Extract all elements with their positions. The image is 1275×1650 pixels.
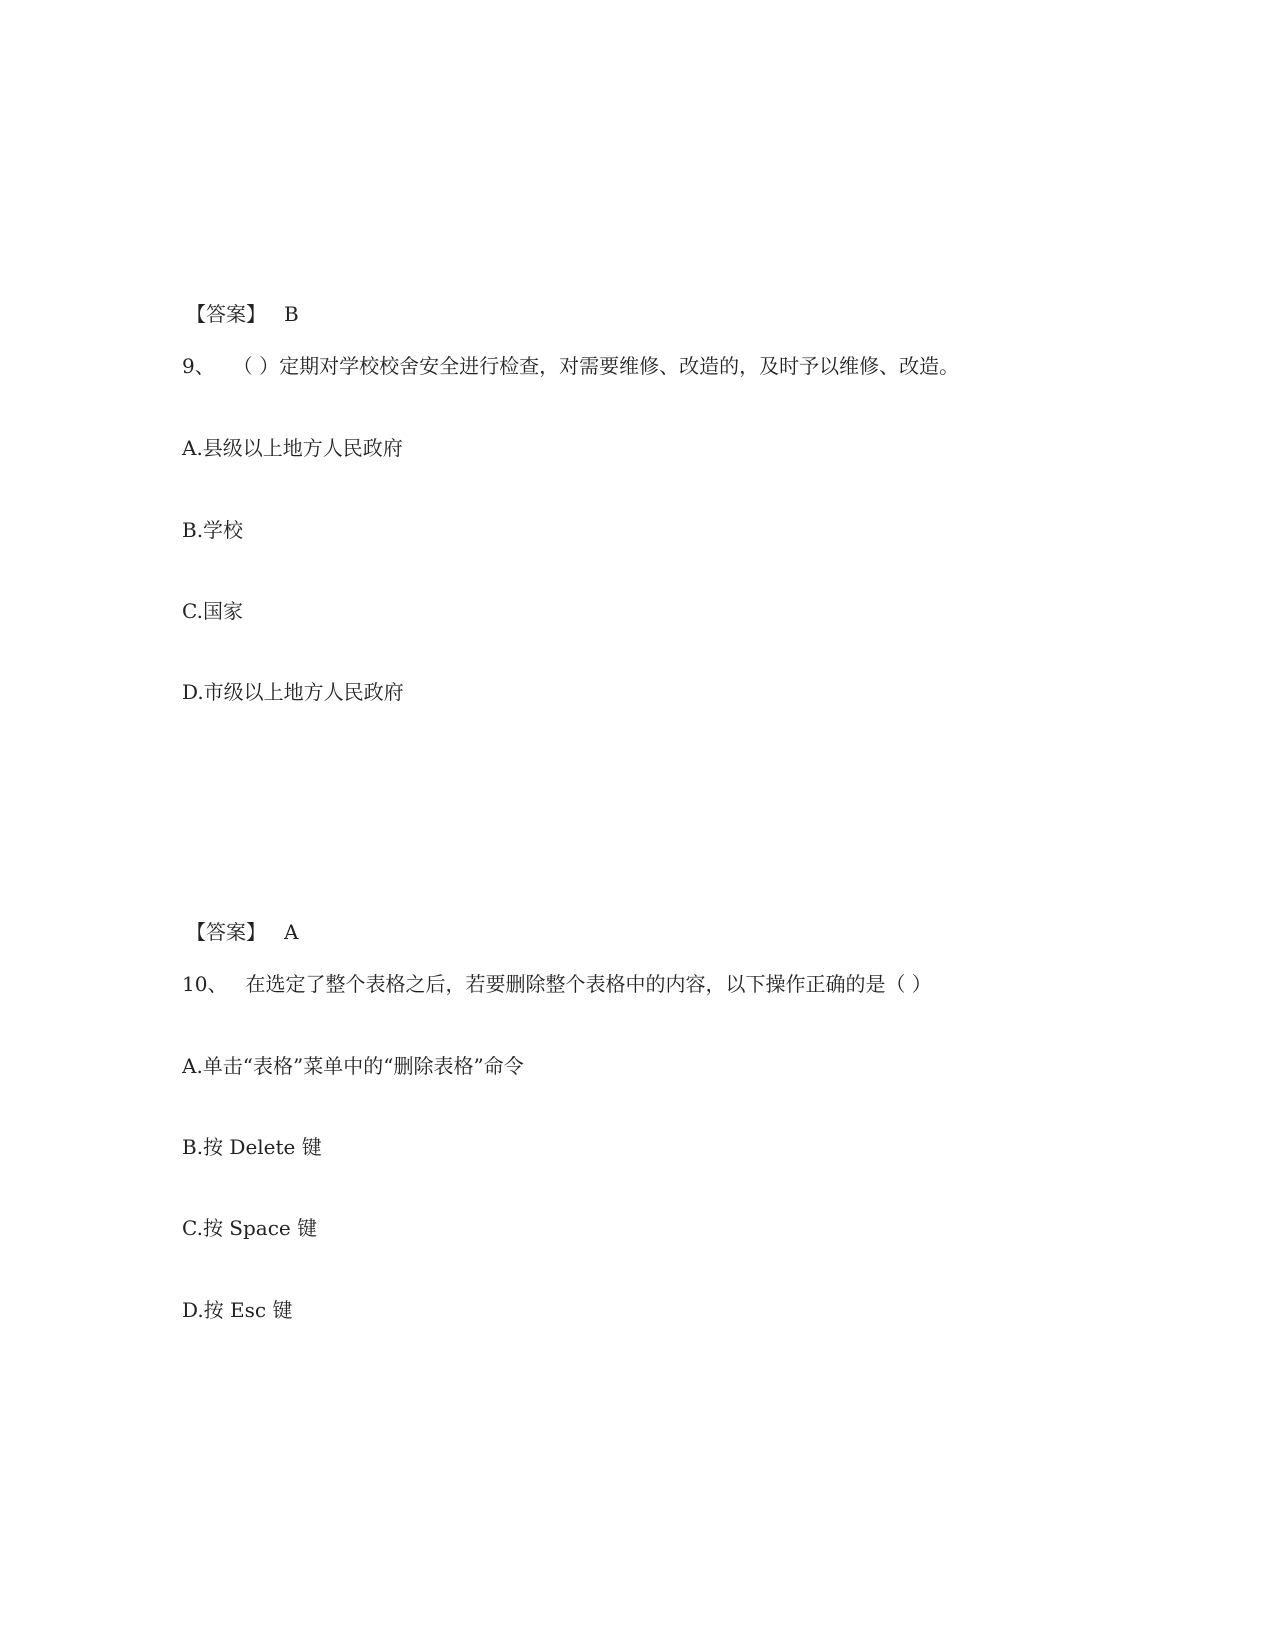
option-c: C.按 Space 键 [182,1216,318,1240]
option-b: B.按 Delete 键 [182,1135,322,1159]
answer-line [186,918,298,946]
answer-line [186,300,299,328]
question-number: 9、 [182,354,215,378]
option-b: B.学校 [182,518,244,542]
answer-label: 【答案】 [186,302,266,326]
question-text: 在选定了整个表格之后，若要删除整个表格中的内容，以下操作正确的是（ ） [245,972,932,996]
option-d: D.按 Esc 键 [182,1298,293,1322]
question-number: 10、 [182,972,228,996]
answer-value: A [284,920,299,944]
option-a: A.单击“表格”菜单中的“删除表格”命令 [182,1054,524,1078]
option-a: A.县级以上地方人民政府 [182,436,403,460]
option-c: C.国家 [182,599,243,623]
answer-value: B [284,302,299,326]
answer-label: 【答案】 [186,920,266,944]
question-10 [182,970,932,998]
question-text: （ ）定期对学校校舍安全进行检查，对需要维修、改造的，及时予以维修、改造。 [232,354,960,378]
option-d: D.市级以上地方人民政府 [182,680,404,704]
question-9 [182,352,959,380]
